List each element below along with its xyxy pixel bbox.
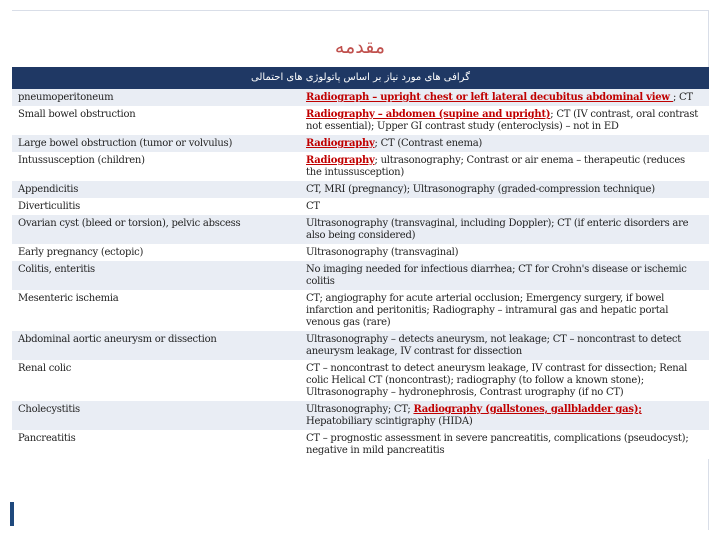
highlighted-modality: Radiography (gallstones, gallbladder gas); [413, 404, 642, 415]
table-row [12, 198, 709, 215]
imaging-text: CT [306, 201, 320, 212]
left-accent-bar [10, 502, 14, 526]
imaging-text: Ultrasonography (transvaginal) [306, 247, 459, 258]
condition-cell: Ovarian cyst (bleed or torsion), pelvic abscess [12, 215, 300, 244]
table-row [12, 360, 709, 401]
imaging-text: CT – prognostic assessment in severe pancreatitis, complications (pseudocyst); negative in mild pancreatitis [306, 433, 689, 456]
table-row [12, 261, 709, 290]
table-row [12, 106, 709, 135]
slide-title: مقدمه [334, 36, 386, 58]
imaging-text-lead: Ultrasonography; CT; [306, 404, 414, 415]
condition-cell: Appendicitis [12, 181, 300, 198]
imaging-cell [300, 89, 709, 106]
imaging-text: CT – noncontrast to detect aneurysm leakage, IV contrast for dissection; Renal colic Helical CT (noncontrast); radiography (to follow a known stone); Ultrasonography – hydronephrosis, Contrast urography (if no CT) [306, 363, 688, 398]
imaging-cell [300, 152, 709, 181]
condition-cell: Mesenteric ischemia [12, 290, 300, 331]
imaging-text: Hepatobiliary scintigraphy (HIDA) [306, 416, 473, 427]
condition-cell: Small bowel obstruction [12, 106, 300, 135]
condition-cell: Colitis, enteritis [12, 261, 300, 290]
imaging-table [12, 89, 709, 459]
imaging-cell [300, 135, 709, 152]
highlighted-modality: Radiography [306, 155, 375, 166]
highlighted-modality: Radiography [306, 138, 375, 149]
imaging-cell [300, 181, 709, 198]
imaging-text: CT, MRI (pregnancy); Ultrasonography (graded-compression technique) [306, 184, 655, 195]
condition-cell: Early pregnancy (ectopic) [12, 244, 300, 261]
imaging-cell [300, 331, 709, 360]
condition-cell: Cholecystitis [12, 401, 300, 430]
condition-cell: Large bowel obstruction (tumor or volvulus) [12, 135, 300, 152]
condition-cell: Diverticulitis [12, 198, 300, 215]
table-row [12, 401, 709, 430]
table-header-text: گرافی های مورد نیاز بر اساس پاتولوژی های احتمالی [251, 72, 470, 83]
imaging-text: No imaging needed for infectious diarrhea; CT for Crohn's disease or ischemic colitis [306, 264, 687, 287]
table-row [12, 135, 709, 152]
condition-cell: Renal colic [12, 360, 300, 401]
imaging-cell [300, 198, 709, 215]
condition-cell: Intussusception (children) [12, 152, 300, 181]
table-row [12, 290, 709, 331]
imaging-text: Ultrasonography (transvaginal, including Doppler); CT (if enteric disorders are also being considered) [306, 218, 689, 241]
imaging-cell [300, 244, 709, 261]
table-row [12, 89, 709, 106]
condition-cell: Abdominal aortic aneurysm or dissection [12, 331, 300, 360]
table-row [12, 331, 709, 360]
highlighted-modality: Radiograph – upright chest or left lateral decubitus abdominal view [306, 92, 673, 103]
table-row [12, 430, 709, 459]
table-row [12, 152, 709, 181]
top-border-line [12, 10, 709, 11]
imaging-text: ; ultrasonography; Contrast or air enema – therapeutic (reduces the intussusception) [306, 155, 685, 178]
table-row [12, 215, 709, 244]
imaging-cell [300, 430, 709, 459]
condition-cell: Pancreatitis [12, 430, 300, 459]
imaging-cell [300, 261, 709, 290]
condition-cell: pneumoperitoneum [12, 89, 300, 106]
imaging-cell [300, 106, 709, 135]
table-row [12, 181, 709, 198]
imaging-cell [300, 290, 709, 331]
imaging-text: CT; angiography for acute arterial occlusion; Emergency surgery, if bowel infarction and peritonitis; Radiography – intramural gas and hepatic portal venous gas (rare) [306, 293, 669, 328]
imaging-text: ; CT (Contrast enema) [374, 138, 483, 149]
table-header-bar [12, 67, 709, 89]
imaging-cell [300, 401, 709, 430]
imaging-cell [300, 360, 709, 401]
imaging-text: ; CT [672, 92, 693, 103]
imaging-text: ; CT (IV contrast, oral contrast not essential); Upper GI contrast study (enteroclysis) – not in ED [306, 109, 699, 132]
table-row [12, 244, 709, 261]
highlighted-modality: Radiography – abdomen (supine and upright) [306, 109, 551, 120]
imaging-text: Ultrasonography – detects aneurysm, not leakage; CT – noncontrast to detect aneurysm leakage, IV contrast for dissection [306, 334, 682, 357]
imaging-cell [300, 215, 709, 244]
